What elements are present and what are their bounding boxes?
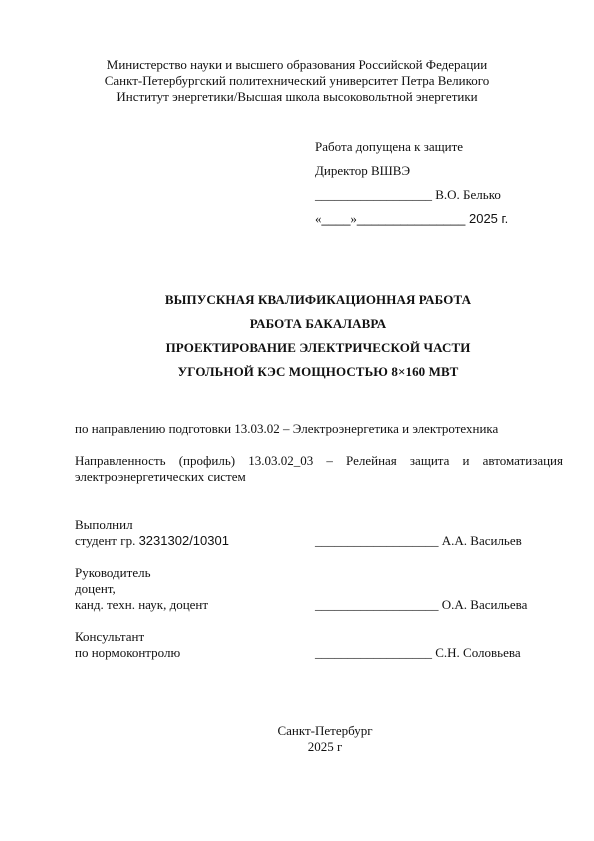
consultant-role: по нормоконтролю — [75, 645, 181, 660]
author-group-prefix: студент гр. — [75, 533, 139, 548]
thesis-title-line2: УГОЛЬНОЙ КЭС МОЩНОСТЬЮ 8×160 МВТ — [177, 364, 459, 379]
consultant-label: Консультант — [75, 629, 145, 644]
thesis-title-line1: ПРОЕКТИРОВАНИЕ ЭЛЕКТРИЧЕСКОЙ ЧАСТИ — [165, 340, 471, 355]
profile-line1: Направленность (профиль) 13.03.02_03 – Релейная защита и автоматизация — [75, 453, 563, 468]
date-month-blank: _______________ — [356, 211, 466, 226]
study-direction: по направлению подготовки 13.03.02 – Электроэнергетика и электротехника — [75, 421, 499, 436]
institute-line: Институт энергетики/Высшая школа высоковольтной энергетики — [116, 89, 478, 104]
date-open-quote: « — [315, 211, 322, 226]
date-close-quote: » — [350, 211, 357, 226]
footer-city: Санкт-Петербург — [277, 723, 373, 738]
approval-admitted: Работа допущена к защите — [315, 139, 464, 154]
date-day-blank: ____ — [321, 211, 351, 226]
profile-line2: электроэнергетических систем — [75, 469, 246, 484]
director-signature-line: __________________ В.О. Белько — [315, 187, 501, 202]
university-line: Санкт-Петербургский политехнический университет Петра Великого — [104, 73, 490, 88]
degree-heading: РАБОТА БАКАЛАВРА — [249, 316, 387, 331]
author-group-number: 3231302/10301 — [138, 533, 229, 548]
author-signature-line: ___________________ А.А. Васильев — [315, 533, 522, 548]
consultant-signature-line: __________________ С.Н. Соловьева — [315, 645, 521, 660]
supervisor-label: Руководитель — [75, 565, 151, 580]
thesis-type-heading: ВЫПУСКНАЯ КВАЛИФИКАЦИОННАЯ РАБОТА — [164, 292, 472, 307]
supervisor-position: доцент, — [75, 581, 116, 596]
approval-date-line — [315, 211, 508, 227]
approval-director: Директор ВШВЭ — [315, 163, 411, 178]
author-label: Выполнил — [75, 517, 133, 532]
author-group-line — [75, 533, 229, 549]
date-year: 2025 г. — [465, 211, 509, 226]
supervisor-degree: канд. техн. наук, доцент — [75, 597, 209, 612]
ministry-line: Министерство науки и высшего образования Российской Федерации — [106, 57, 488, 72]
footer-year: 2025 г — [307, 739, 343, 754]
supervisor-signature-line: ___________________ О.А. Васильева — [315, 597, 528, 612]
